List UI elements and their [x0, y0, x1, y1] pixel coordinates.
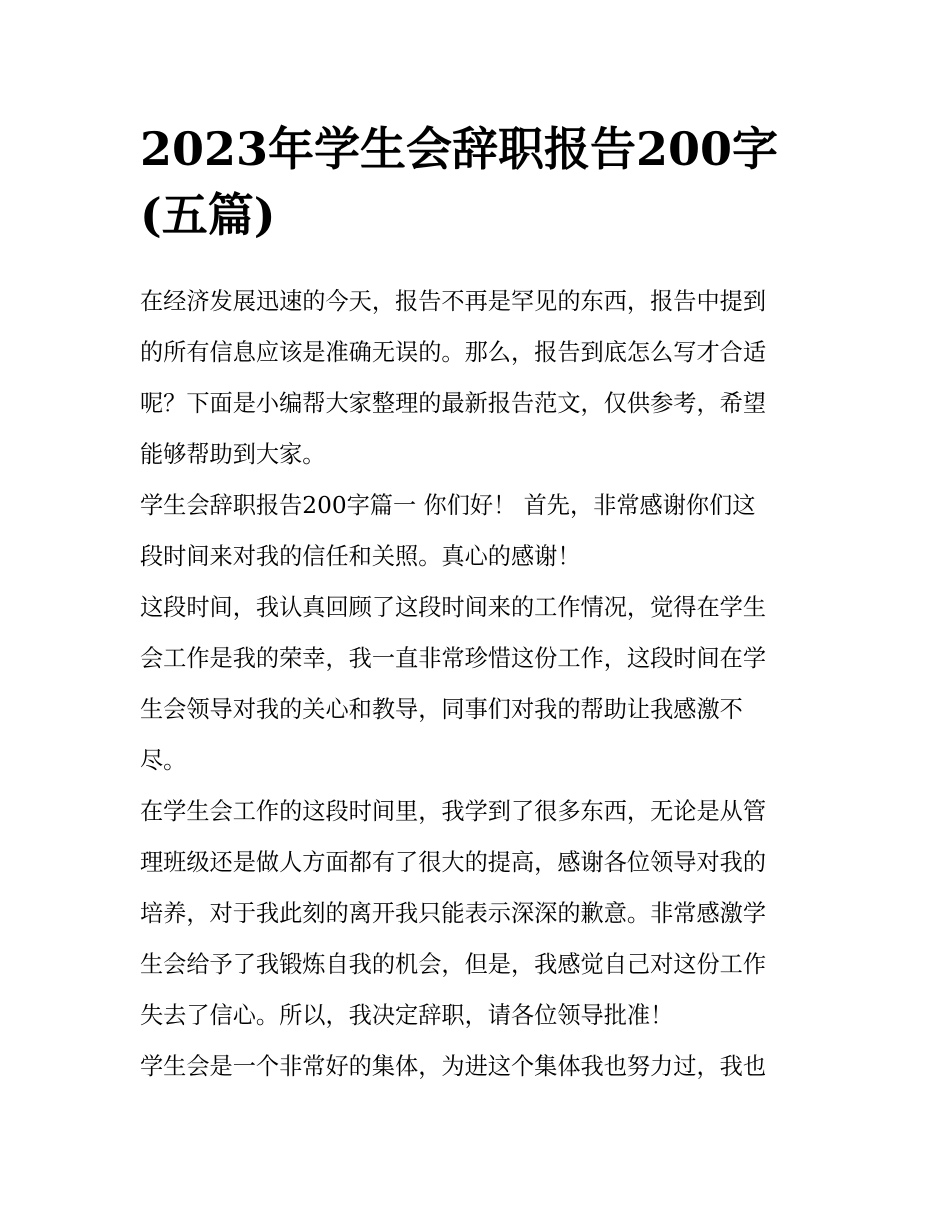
body-line: 尽。	[140, 747, 187, 774]
body-line: 这段时间，我认真回顾了这段时间来的工作情况，觉得在学生	[140, 594, 767, 621]
body-line: 培养，对于我此刻的离开我只能表示深深的歉意。非常感激学	[140, 900, 767, 927]
body-line: 学生会是一个非常好的集体，为进这个集体我也努力过，我也	[140, 1053, 767, 1080]
body-line: 会工作是我的荣幸，我一直非常珍惜这份工作，这段时间在学	[140, 645, 767, 672]
body-line: 生会给予了我锻炼自我的机会，但是，我感觉自己对这份工作	[140, 951, 767, 978]
body-line: 在学生会工作的这段时间里，我学到了很多东西，无论是从管	[140, 798, 767, 825]
body-line: 段时间来对我的信任和关照。真心的感谢！	[140, 543, 581, 570]
document-body	[140, 276, 812, 1092]
body-line: 理班级还是做人方面都有了很大的提高，感谢各位领导对我的	[140, 849, 767, 876]
body-line: 的所有信息应该是准确无误的。那么，报告到底怎么写才合适	[140, 339, 767, 366]
body-line: 生会领导对我的关心和教导，同事们对我的帮助让我感激不	[140, 696, 743, 723]
body-line: 在经济发展迅速的今天，报告不再是罕见的东西，报告中提到	[140, 288, 767, 315]
title-line: 2023年学生会辞职报告200字	[140, 122, 779, 176]
title-line: (五篇)	[140, 188, 276, 242]
body-line: 失去了信心。所以，我决定辞职，请各位领导批准！	[140, 1002, 674, 1029]
body-line: 能够帮助到大家。	[140, 441, 326, 468]
body-line: 学生会辞职报告200字篇一 你们好！ 首先，非常感谢你们这	[140, 492, 756, 519]
body-line: 呢？下面是小编帮大家整理的最新报告范文，仅供参考，希望	[140, 390, 767, 417]
document-title	[140, 116, 812, 248]
